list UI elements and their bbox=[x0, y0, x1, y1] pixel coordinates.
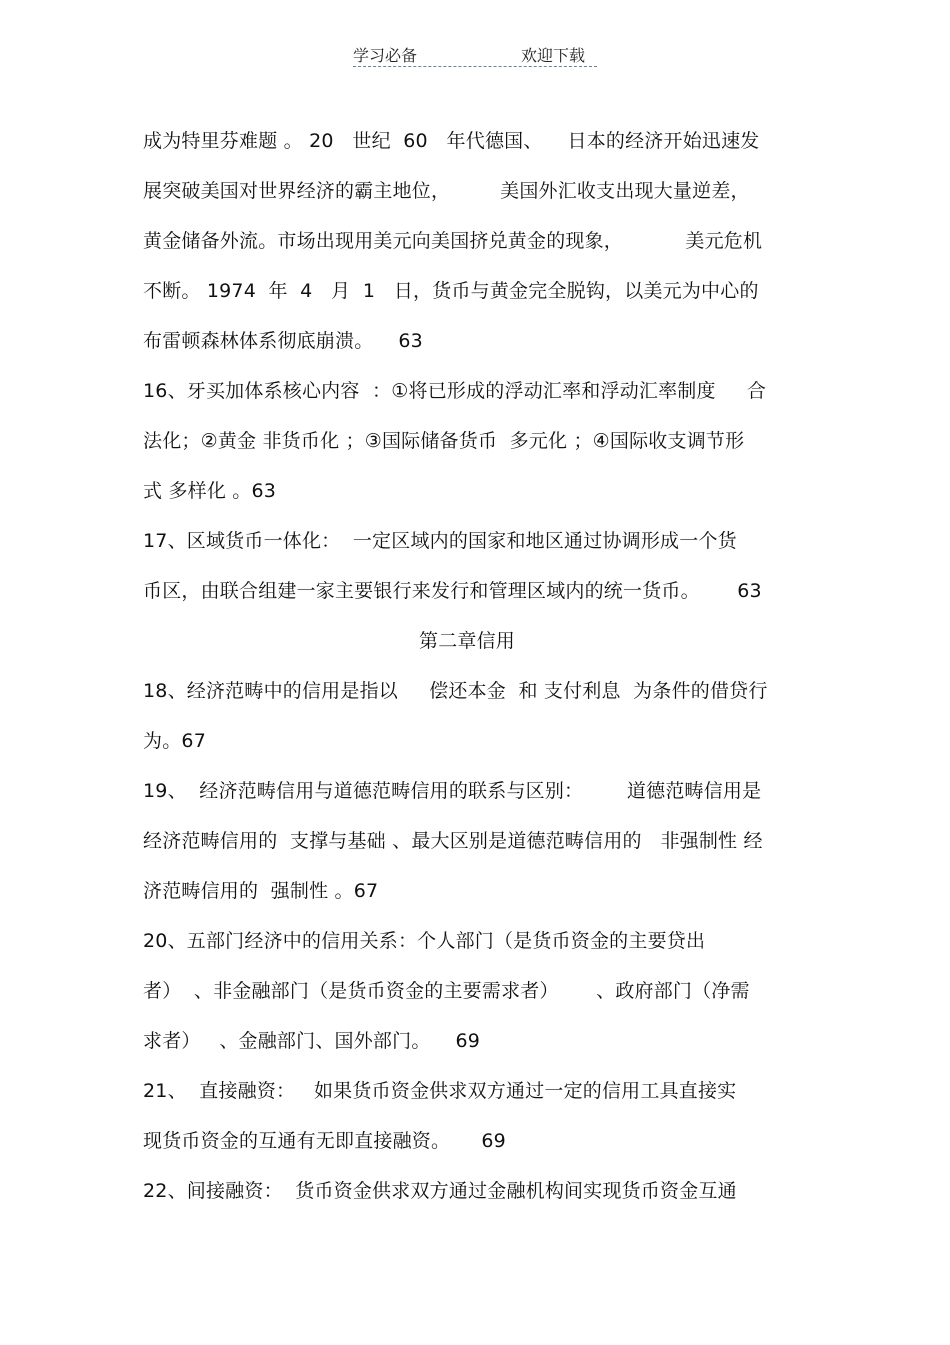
item-22-line: 22、间接融资： 货币资金供求双方通过金融机构间实现货币资金互通 bbox=[143, 1180, 737, 1202]
header-right-text: 欢迎下载 bbox=[521, 46, 586, 65]
item-16-line: 16、牙买加体系核心内容 ：①将已形成的浮动汇率和浮动汇率制度 合 bbox=[143, 380, 767, 402]
text-line: 成为特里芬难题 。 20 世纪 60 年代德国、 日本的经济开始迅速发 bbox=[143, 130, 760, 152]
document-body bbox=[143, 116, 823, 1216]
text-line: 展突破美国对世界经济的霸主地位， 美国外汇收支出现大量逆差， bbox=[143, 180, 750, 202]
text-line: 布雷顿森林体系彻底崩溃。 63 bbox=[143, 330, 423, 352]
item-18-line: 18、经济范畴中的信用是指以 偿还本金 和 支付利息 为条件的借贷行 bbox=[143, 680, 768, 702]
text-line: 求者） 、金融部门、国外部门。 69 bbox=[143, 1030, 481, 1052]
text-line: 济范畴信用的 强制性 。67 bbox=[143, 880, 379, 902]
page-header bbox=[353, 40, 597, 67]
item-17-line: 17、区域货币一体化： 一定区域内的国家和地区通过协调形成一个货 bbox=[143, 530, 737, 552]
text-line: 黄金储备外流。市场出现用美元向美国挤兑黄金的现象， 美元危机 bbox=[143, 230, 763, 252]
item-21-line: 21、 直接融资： 如果货币资金供求双方通过一定的信用工具直接实 bbox=[143, 1080, 737, 1102]
chapter-title: 第二章信用 bbox=[419, 630, 516, 652]
text-line: 式 多样化 。63 bbox=[143, 480, 277, 502]
header-left-text: 学习必备 bbox=[353, 46, 418, 65]
text-line: 币区，由联合组建一家主要银行来发行和管理区域内的统一货币。 63 bbox=[143, 580, 762, 602]
item-19-line: 19、 经济范畴信用与道德范畴信用的联系与区别： 道德范畴信用是 bbox=[143, 780, 762, 802]
item-20-line: 20、五部门经济中的信用关系：个人部门（是货币资金的主要贷出 bbox=[143, 930, 706, 952]
text-line: 法化；②黄金 非货币化 ；③国际储备货币 多元化 ；④国际收支调节形 bbox=[143, 430, 745, 452]
text-line: 经济范畴信用的 支撑与基础 、最大区别是道德范畴信用的 非强制性 经 bbox=[143, 830, 763, 852]
text-line: 者） 、非金融部门（是货币资金的主要需求者） 、政府部门（净需 bbox=[143, 980, 750, 1002]
text-line: 现货币资金的互通有无即直接融资。 69 bbox=[143, 1130, 506, 1152]
text-line: 为。67 bbox=[143, 730, 206, 752]
text-line: 不断。 1974 年 4 月 1 日，货币与黄金完全脱钩，以美元为中心的 bbox=[143, 280, 759, 302]
